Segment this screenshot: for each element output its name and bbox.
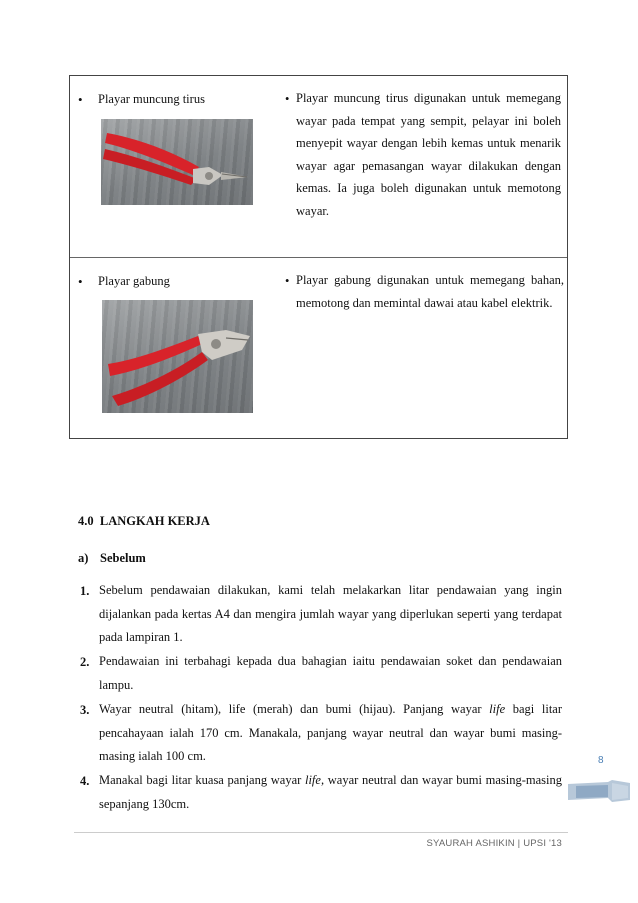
section-heading: 4.0 LANGKAH KERJA	[78, 514, 210, 528]
list-bullet: •	[78, 92, 83, 107]
list-bullet: •	[285, 92, 290, 106]
step-number: 2.	[80, 655, 90, 669]
tool-description: Playar gabung digunakan untuk memegang bahan, memotong dan memintal dawai atau kabel elektrik.	[296, 273, 564, 310]
step-text: Sebelum pendawaian dilakukan, kami telah melakarkan litar pendawaian yang ingin dijalankan pada kertas A4 dan mengira jumlah wayar yang diperlukan seperti yang terdapat pada lampiran 1.	[99, 583, 562, 644]
page-tab-decoration	[568, 780, 630, 802]
step-text: Pendawaian ini terbahagi kepada dua bahagian iaitu pendawaian soket dan pendawaian lampu.	[99, 654, 562, 692]
tools-table	[69, 75, 568, 439]
subsection-heading: Sebelum	[100, 551, 146, 565]
step-number: 3.	[80, 703, 90, 717]
tool-description: Playar muncung tirus digunakan untuk memegang wayar pada tempat yang sempit, pelayar ini boleh menyepit wayar dengan lebih kemas untuk menarik wayar agar pemasangan wayar dilakukan dengan kemas. Ia juga boleh digunakan untuk memotong wayar.	[296, 91, 561, 218]
step-text: Manakal bagi litar kuasa panjang wayar life, wayar neutral dan wayar bumi masing-masing sepanjang 130cm.	[99, 773, 563, 811]
long-nose-pliers-photo	[101, 119, 253, 205]
footer-divider	[74, 832, 568, 833]
step-number: 4.	[80, 774, 90, 788]
row-divider	[70, 257, 567, 258]
step-number: 1.	[80, 584, 90, 598]
list-bullet: •	[285, 274, 290, 288]
tool-name: Playar gabung	[98, 274, 170, 288]
footer-text: SYAURAH ASHIKIN | UPSI '13	[426, 838, 562, 849]
list-bullet: •	[78, 274, 83, 289]
page-number: 8	[598, 755, 604, 766]
combination-pliers-photo	[102, 300, 253, 413]
tool-name: Playar muncung tirus	[98, 92, 205, 106]
subsection-label: a)	[78, 551, 89, 565]
step-text: Wayar neutral (hitam), life (merah) dan bumi (hijau). Panjang wayar life bagi litar pencahayaan ialah 170 cm. Manakala, panjang wayar neutral dan wayar bumi masing-masing ialah 100 cm.	[99, 702, 562, 763]
